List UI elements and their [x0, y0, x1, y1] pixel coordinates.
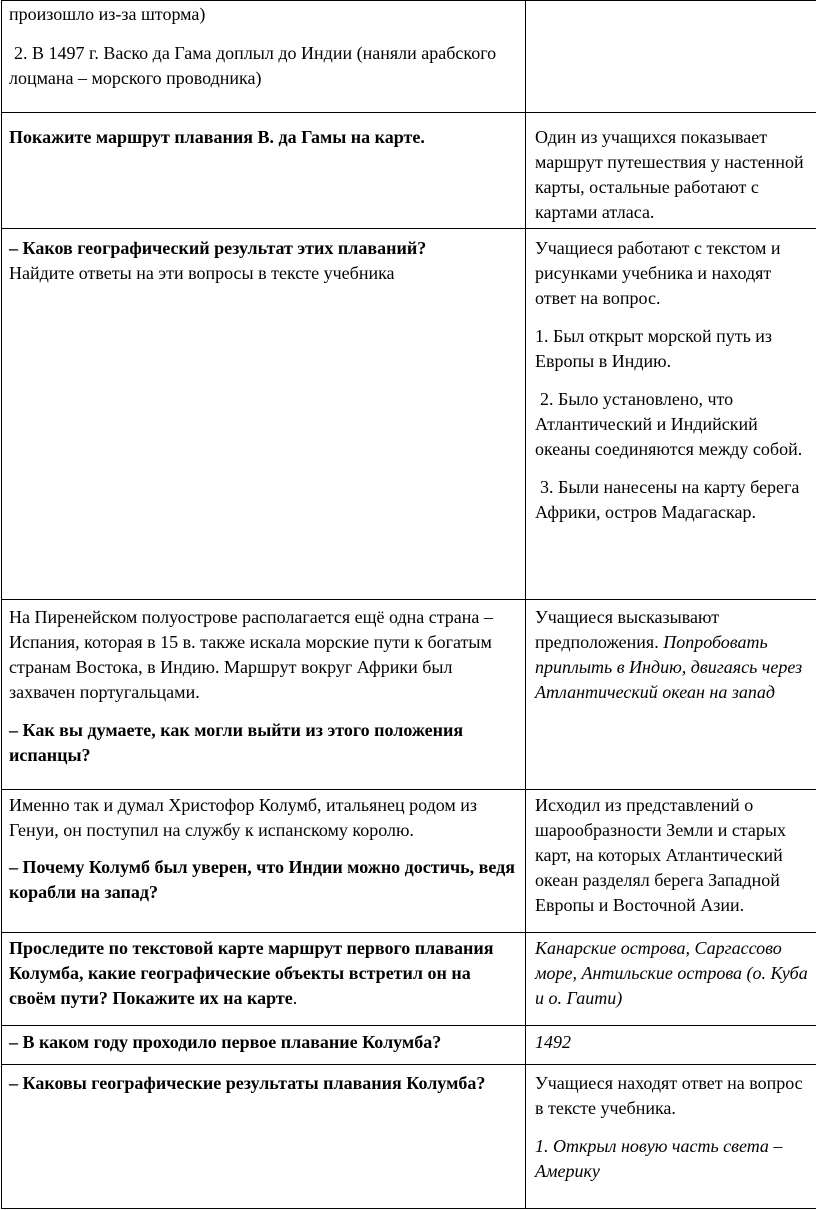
student-cell	[526, 790, 816, 933]
teacher-cell	[2, 1026, 526, 1065]
teacher-cell	[2, 600, 526, 790]
table-row	[2, 600, 816, 790]
student-cell	[526, 113, 816, 229]
answer-plain: Учащиеся высказывают предположения.	[535, 607, 720, 652]
narrative-text: Именно так и думал Христофор Колумб, итальянец родом из Генуи, он поступил на службу к испанскому королю.	[9, 795, 478, 840]
student-cell	[526, 1065, 816, 1209]
lesson-table	[1, 0, 816, 1209]
narrative-text: На Пиренейском полуострове располагается ещё одна страна – Испания, которая в 15 в. также искала морские пути к богатым странам Востока, в Индию. Маршрут вокруг Африки был захвачен португальцами.	[9, 607, 493, 702]
task-period: .	[292, 988, 298, 1008]
question-text: – В каком году проходило первое плавание Колумба?	[9, 1032, 442, 1052]
answer-text: 1492	[535, 1032, 571, 1052]
answer-text: Один из учащихся показывает маршрут путешествия у настенной карты, остальные работают с картами атласа.	[535, 127, 804, 222]
answer-point: 1. Был открыт морской путь из Европы в Индию.	[535, 326, 773, 371]
task-bold: Проследите по текстовой карте маршрут первого плавания Колумба, какие географические объекты встретил он на своём пути? Покажите их на карте	[9, 938, 494, 1008]
student-cell	[526, 600, 816, 790]
task-text	[9, 936, 515, 1011]
question-text: – Как вы думаете, как могли выйти из этого положения испанцы?	[9, 720, 464, 765]
table-row	[2, 1026, 816, 1065]
text-line: 2. В 1497 г. Васко да Гама доплыл до Индии (наняли арабского лоцмана – морского проводника)	[9, 43, 497, 88]
table-row	[2, 1065, 816, 1209]
answer-text	[535, 605, 808, 705]
student-cell	[526, 229, 816, 600]
teacher-cell	[2, 933, 526, 1026]
answer-text: Канарские острова, Саргассово море, Антильские острова (о. Куба и о. Гаити)	[535, 938, 808, 1008]
teacher-cell	[2, 1, 526, 113]
text-line: произошло из-за шторма)	[9, 4, 206, 24]
student-cell	[526, 1026, 816, 1065]
teacher-cell	[2, 229, 526, 600]
teacher-cell	[2, 113, 526, 229]
student-cell	[526, 933, 816, 1026]
table-row	[2, 933, 816, 1026]
answer-text: Исходил из представлений о шарообразности Земли и старых карт, на которых Атлантический океан разделял берега Западной Европы и Восточной Азии.	[535, 795, 786, 915]
instruction-text: Найдите ответы на эти вопросы в тексте учебника	[9, 263, 395, 283]
answer-point: 2. Было установлено, что Атлантический и Индийский океаны соединяются между собой.	[535, 389, 803, 459]
table-row	[2, 113, 816, 229]
task-text: Покажите маршрут плавания В. да Гамы на карте.	[9, 127, 425, 147]
question-text: – Почему Колумб был уверен, что Индии можно достичь, ведя корабли на запад?	[9, 857, 515, 902]
table-row	[2, 790, 816, 933]
answer-text: Учащиеся работают с текстом и рисунками учебника и находят ответ на вопрос.	[535, 238, 781, 308]
table-row	[2, 1, 816, 113]
answer-point: 1. Открыл новую часть света – Америку	[535, 1136, 783, 1181]
question-text: – Каков географический результат этих плаваний?	[9, 238, 427, 258]
answer-text: Учащиеся находят ответ на вопрос в тексте учебника.	[535, 1073, 803, 1118]
student-cell	[526, 1, 816, 113]
teacher-cell	[2, 1065, 526, 1209]
answer-point: 3. Были нанесены на карту берега Африки, остров Мадагаскар.	[535, 477, 800, 522]
teacher-cell	[2, 790, 526, 933]
answer-italic: Попробовать приплыть в Индию, двигаясь через Атлантический океан на запад	[535, 632, 803, 702]
table-row	[2, 229, 816, 600]
question-text: – Каковы географические результаты плавания Колумба?	[9, 1073, 486, 1093]
